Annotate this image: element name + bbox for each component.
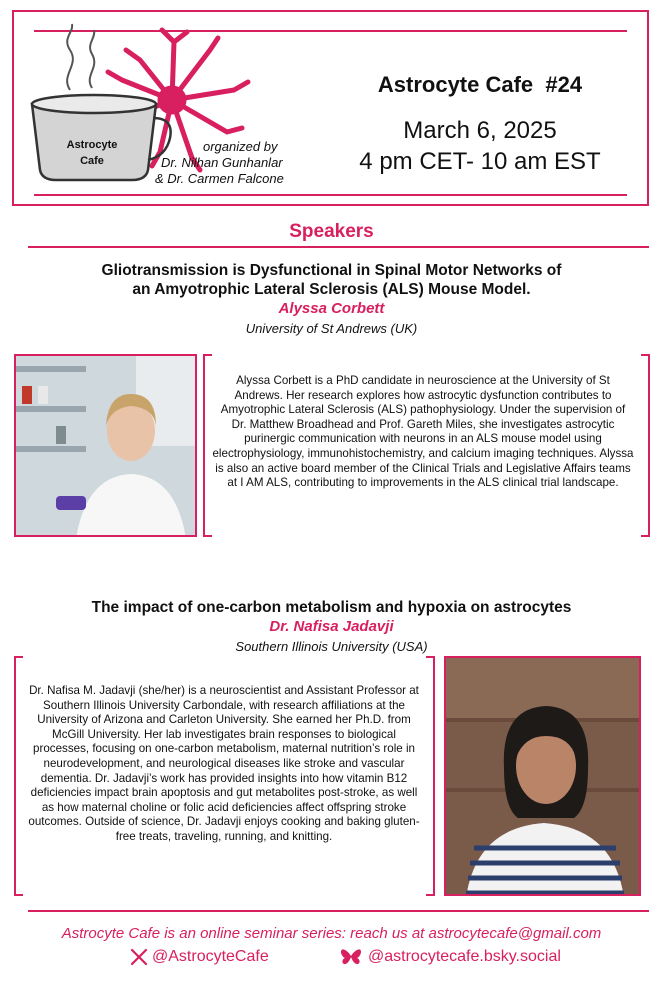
steam-icon — [90, 30, 95, 88]
talk-2-affiliation: Southern Illinois University (USA) — [235, 639, 428, 654]
organized-by-label: organized by — [203, 139, 278, 154]
talk-2-bio: Dr. Nafisa M. Jadavji (she/her) is a neuroscientist and Assistant Professor at Southern Illinois University Carbondale, with research affiliations at the University of Arizona and Carleton University. She earned her Ph.D. from McGill University. Her lab investigates brain responses to biological processes, focusing on one-carbon metabolism, maternal nutrition’s role in neurodevelopment, and neurological diseases like stroke and vascular dementia. Dr. Jadavji’s work has provided insights into how vitamin B12 deficiencies impact brain apoptosis and gut metabolites post-stroke, as well as how maternal choline or folic acid deficiencies affect offspring stroke outcomes. Outside of science, Dr. Jadavji enjoys cooking and baking gluten-free treats, traveling, running, and knitting. — [28, 684, 420, 843]
talk-2-bracket-right — [426, 656, 435, 896]
speakers-rule — [28, 246, 649, 248]
talk-1-speaker-photo — [14, 354, 197, 537]
logo-text-line1: Astrocyte — [66, 139, 118, 151]
talk-1-bracket-left — [203, 354, 212, 537]
talk-1-title — [30, 261, 633, 299]
bluesky-social-link[interactable] — [340, 948, 561, 966]
speaker-photo-icon — [16, 356, 197, 537]
footer-text: Astrocyte Cafe is an online seminar series: reach us at astrocytecafe@gmail.com — [61, 925, 602, 942]
talk-1-affiliation: University of St Andrews (UK) — [245, 321, 418, 336]
talk-1-speaker: Alyssa Corbett — [278, 300, 385, 317]
speaker-photo-icon — [446, 658, 641, 896]
logo-text-line2: Cafe — [80, 155, 104, 167]
steam-icon — [67, 24, 73, 90]
talk-1-bio: Alyssa Corbett is a PhD candidate in neuroscience at the University of St Andrews. Her research explores how astrocytic dysfunction contributes to Amyotrophic Lateral Sclerosis (ALS) pathophysiology. Under the supervision of Dr. Matthew Broadhead and Prof. Gareth Miles, she investigates astrocytic purinergic communication with neurons in an ALS mouse model using electrophysiology, immunohistochemistry, and calcium imaging techniques. Alyssa is also an active board member of the Clinical Trials and Legislative Affairs teams at I AM ALS, contributing to improvements in the ALS clinical trial landscape. — [212, 374, 634, 490]
talk-2-speaker-photo — [444, 656, 641, 896]
talk-2-speaker: Dr. Nafisa Jadavji — [269, 618, 394, 635]
bluesky-butterfly-icon — [340, 948, 362, 966]
speakers-heading: Speakers — [289, 221, 374, 242]
footer-rule — [28, 910, 649, 912]
bluesky-handle: @astrocytecafe.bsky.social — [368, 948, 561, 965]
organizers-block — [155, 139, 284, 187]
event-date: March 6, 2025 — [403, 117, 557, 144]
talk-1-title-line2: an Amyotrophic Lateral Sclerosis (ALS) Mouse Model. — [132, 281, 531, 298]
x-social-link[interactable] — [130, 948, 269, 966]
talk-1-title-line1: Gliotransmission is Dysfunctional in Spinal Motor Networks of — [101, 262, 562, 279]
talk-2-bracket-left — [14, 656, 23, 896]
organizer-2: & Dr. Carmen Falcone — [155, 171, 284, 186]
talk-1-bracket-right — [641, 354, 650, 537]
x-handle: @AstrocyteCafe — [152, 948, 269, 965]
x-logo-icon — [130, 948, 148, 966]
organizer-1: Dr. Nilhan Gunhanlar — [161, 155, 283, 170]
header-bottom-rule — [34, 194, 627, 196]
event-time: 4 pm CET- 10 am EST — [359, 148, 601, 175]
talk-2-title: The impact of one-carbon metabolism and hypoxia on astrocytes — [91, 599, 572, 616]
event-title: Astrocyte Cafe #24 — [377, 72, 583, 97]
